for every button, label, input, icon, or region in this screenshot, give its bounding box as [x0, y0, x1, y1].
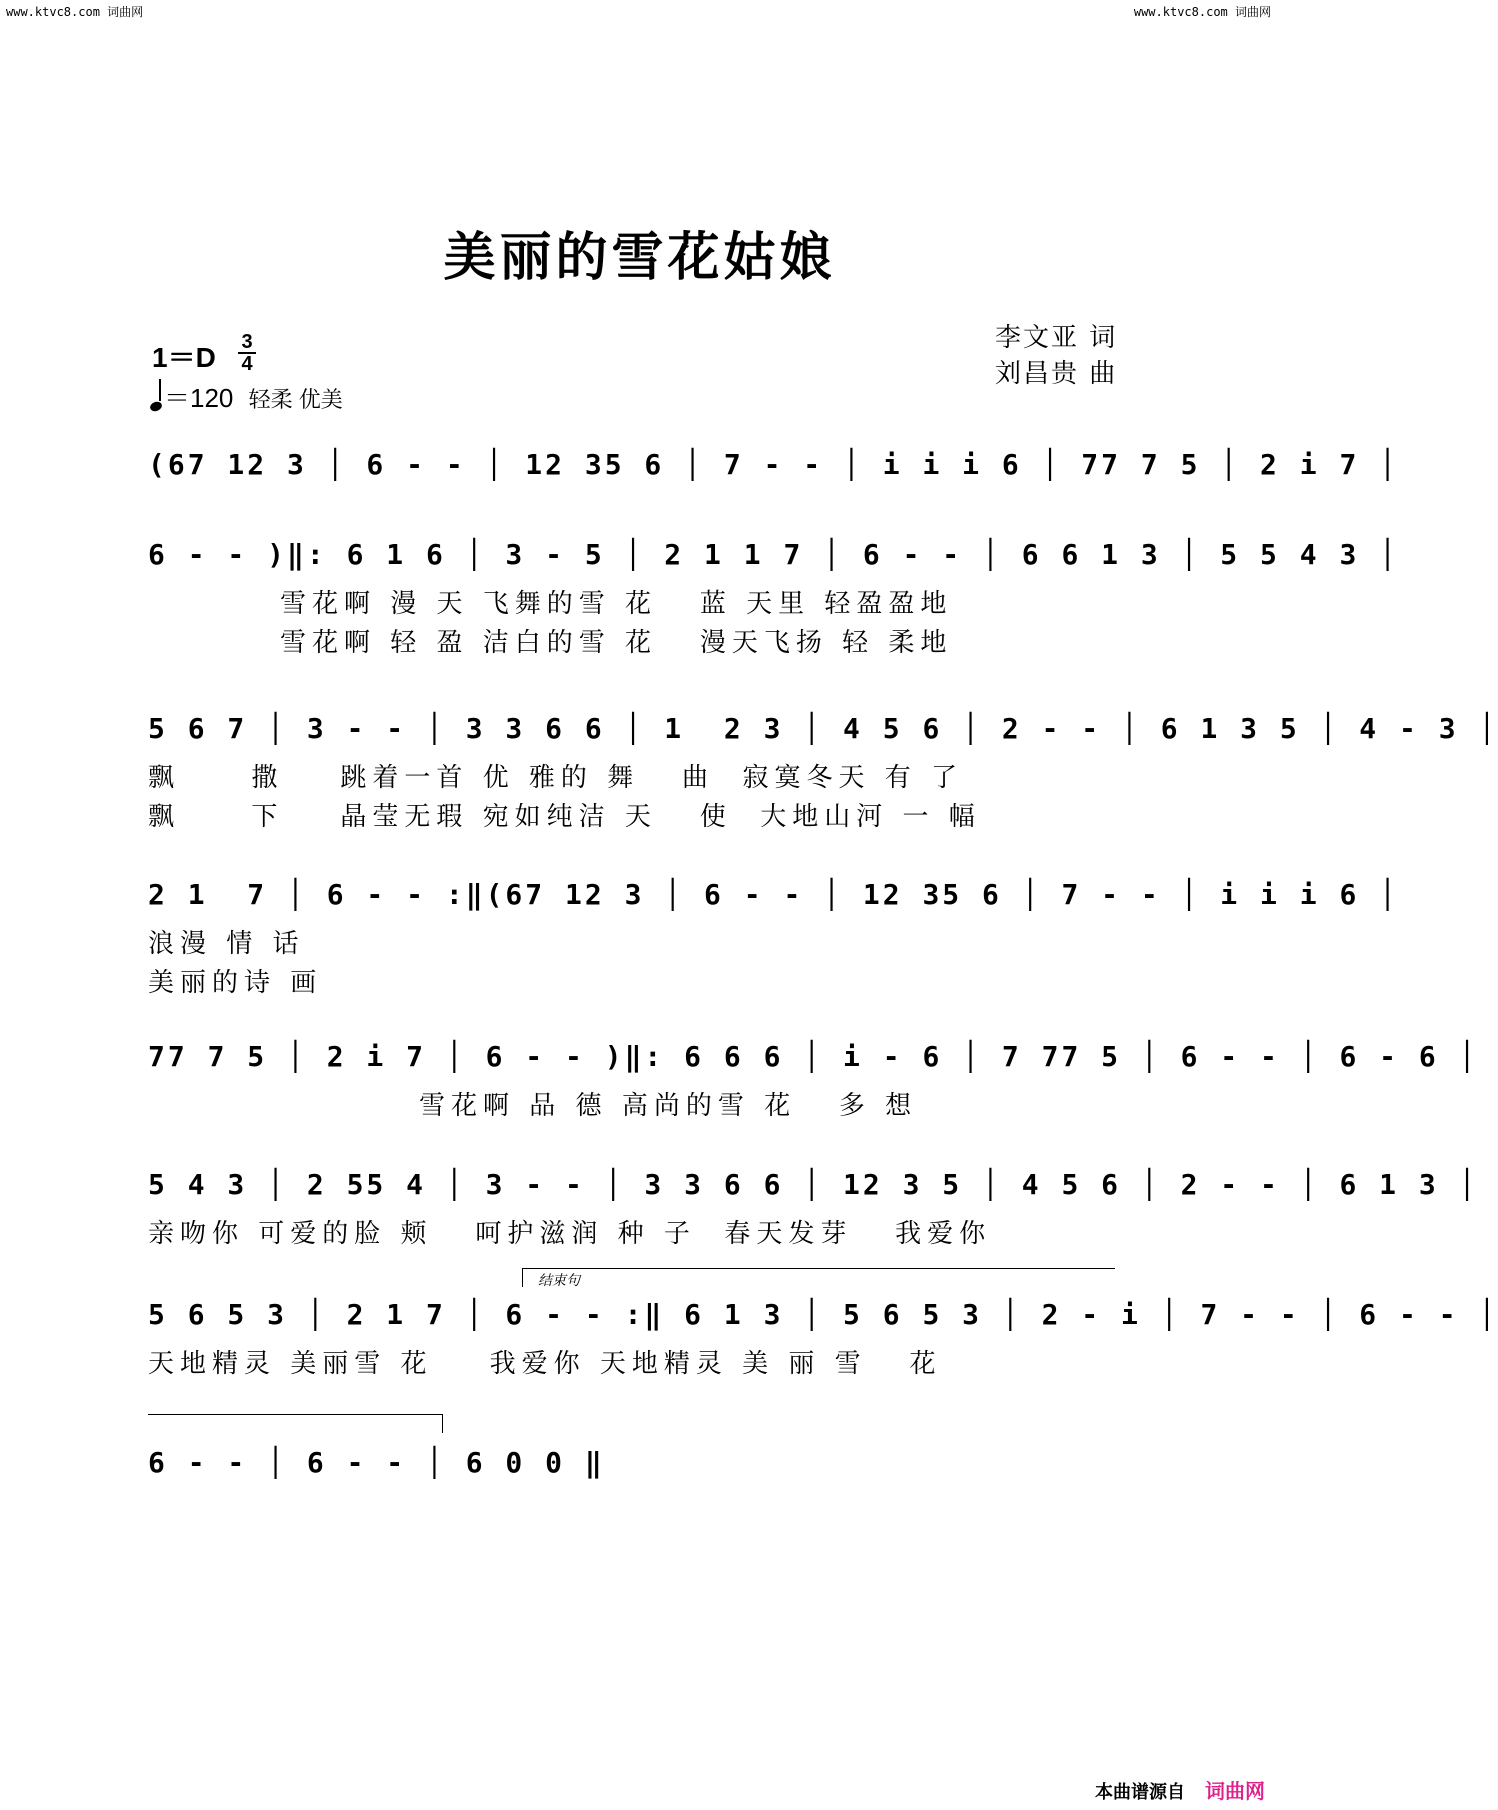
notation-line: 2 1 7 │ 6 - - :‖(67 12 3 │ 6 - - │ 12 35 6 │ 7 - - │ i i i 6 │ [148, 878, 1400, 911]
lyric-verse-1: 雪花啊 漫 天 飞舞的雪 花 蓝 天里 轻盈盈地 [280, 589, 953, 619]
tempo-value: ＝120 [164, 383, 234, 413]
tempo-expression: 轻柔 优美 [248, 387, 343, 412]
tempo-marking [150, 378, 343, 415]
lyric-verse-1: 亲吻你 可爱的脸 颊 呵护滋润 种 子 春天发芽 我爱你 [148, 1219, 992, 1249]
notation-line: 6 - - │ 6 - - │ 6 0 0 ‖ [148, 1446, 605, 1479]
song-title: 美丽的雪花姑娘 [443, 227, 836, 288]
header-right-site: www.ktvc8.com 词曲网 [1133, 5, 1271, 19]
lyric-verse-1: 天地精灵 美丽雪 花 我爱你 天地精灵 美 丽 雪 花 [148, 1349, 942, 1379]
header-left-site: www.ktvc8.com 词曲网 [6, 5, 144, 19]
time-signature-top: 3 [241, 331, 253, 353]
lyric-verse-2: 飘 下 晶莹无瑕 宛如纯洁 天 使 大地山河 一 幅 [148, 802, 981, 832]
footer-brand-logo: 词曲网 [1205, 1779, 1265, 1803]
key-signature: 1＝D [152, 342, 216, 373]
quarter-note-icon [149, 400, 163, 413]
footer-text: 本曲谱源自 [1095, 1782, 1185, 1803]
lyric-verse-2: 美丽的诗 画 [148, 968, 323, 998]
notation-line: 5 6 7 │ 3 - - │ 3 3 6 6 │ 1 2 3 │ 4 5 6 │ 2 - - │ 6 1 3 5 │ 4 - 3 │ [148, 712, 1498, 745]
lyric-verse-1: 浪漫 情 话 [148, 929, 305, 959]
ending-bracket-continued [148, 1414, 443, 1433]
lyric-verse-1: 飘 撒 跳着一首 优 雅的 舞 曲 寂寞冬天 有 了 [148, 763, 964, 793]
notation-line: 5 6 5 3 │ 2 1 7 │ 6 - - :‖ 6 1 3 │ 5 6 5 3 │ 2 - i │ 7 - - │ 6 - - │ [148, 1298, 1498, 1331]
lyric-verse-2: 雪花啊 轻 盈 洁白的雪 花 漫天飞扬 轻 柔地 [280, 628, 953, 658]
ending-bracket [522, 1268, 1115, 1287]
lyric-verse-1: 雪花啊 品 德 高尚的雪 花 多 想 [148, 1091, 918, 1121]
composer: 刘昌贵 曲 [995, 359, 1118, 389]
notation-line: 77 7 5 │ 2 i 7 │ 6 - - )‖: 6 6 6 │ i - 6 │ 7 77 5 │ 6 - - │ 6 - 6 │ [148, 1040, 1479, 1073]
ending-label: 结束句 [538, 1272, 580, 1288]
notation-line: 5 4 3 │ 2 55 4 │ 3 - - │ 3 3 6 6 │ 12 3 5 │ 4 5 6 │ 2 - - │ 6 1 3 │ [148, 1168, 1479, 1201]
notation-line: 6 - - )‖: 6 1 6 │ 3 - 5 │ 2 1 1 7 │ 6 - - │ 6 6 1 3 │ 5 5 4 3 │ [148, 538, 1400, 571]
credits [995, 320, 1117, 392]
lyricist: 李文亚 词 [995, 323, 1118, 353]
time-signature-bottom: 4 [241, 353, 253, 375]
time-signature [236, 332, 258, 374]
notation-line: (67 12 3 │ 6 - - │ 12 35 6 │ 7 - - │ i i i 6 │ 77 7 5 │ 2 i 7 │ [148, 448, 1400, 481]
footer-source [1095, 1775, 1265, 1804]
